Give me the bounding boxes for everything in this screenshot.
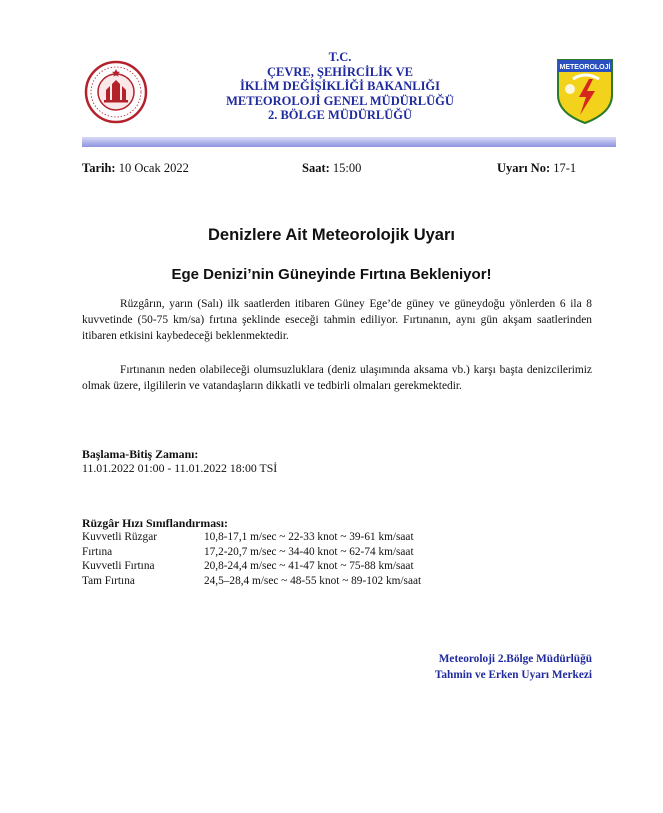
wind-classification-table <box>82 530 504 588</box>
date-label: Tarih: <box>82 161 116 175</box>
date-value: 10 Ocak 2022 <box>115 161 189 175</box>
wind-class-speed: 10,8-17,1 m/sec ~ 22-33 knot ~ 39-61 km/saat <box>204 531 414 543</box>
ministry-header <box>190 50 490 123</box>
meteoroloji-logo-icon <box>555 57 615 125</box>
header-line: İKLİM DEĞİŞİKLİĞİ BAKANLIĞI <box>239 79 441 93</box>
wind-class-speed: 24,5–28,4 m/sec ~ 48-55 knot ~ 89-102 km/saat <box>204 574 422 587</box>
issuer-signature <box>380 652 592 683</box>
warning-number-value: 17-1 <box>550 161 577 175</box>
time-field <box>302 161 361 176</box>
logo-text: METEOROLOJİ <box>559 64 611 71</box>
wind-class-name: Kuvvetli Fırtına <box>82 560 155 572</box>
wind-class-name: Fırtına <box>82 545 113 558</box>
wind-row <box>82 574 504 589</box>
page-subtitle: Ege Denizi’nin Güneyinde Fırtına Bekleniyor! <box>171 266 492 283</box>
warning-number-field <box>497 161 576 176</box>
time-value: 15:00 <box>329 161 362 175</box>
header-line: METEOROLOJİ GENEL MÜDÜRLÜĞÜ <box>226 93 454 108</box>
header-line: 2. BÖLGE MÜDÜRLÜĞÜ <box>267 108 413 122</box>
page-title: Denizlere Ait Meteorolojik Uyarı <box>208 226 455 244</box>
body-paragraph: Rüzgârın, yarın (Salı) ilk saatlerden itibaren Güney Ege’de güney ve güneydoğu yönlerden 6 ila 8 kuvvetinde (50-75 km/sa) fırtına şeklinde eseceği tahmin ediliyor. Fırtınanın, aynı gün akşam saatlerinden itibaren etkisini kaybedeceği beklenmektedir. <box>82 298 592 342</box>
issuer-line: Meteoroloji 2.Bölge Müdürlüğü <box>438 653 592 665</box>
header-line: ÇEVRE, ŞEHİRCİLİK VE <box>267 64 413 79</box>
time-label: Saat: <box>302 161 330 175</box>
wind-classification-label: Rüzgâr Hızı Sınıflandırması: <box>82 516 228 530</box>
ministry-seal-icon <box>84 60 148 124</box>
wind-class-name: Tam Fırtına <box>82 574 135 587</box>
body-paragraph: Fırtınanın neden olabileceği olumsuzluklara (deniz ulaşımında aksama vb.) karşı başta denizcilerimiz olmak üzere, ilgililerin ve vatandaşların dikkatli ve tedbirli olmaları gerekmektedir. <box>82 364 592 392</box>
wind-row <box>82 545 504 560</box>
header-line: T.C. <box>328 50 352 64</box>
date-field <box>82 161 189 176</box>
wind-class-speed: 17,2-20,7 m/sec ~ 34-40 knot ~ 62-74 km/saat <box>204 545 414 558</box>
wind-row <box>82 559 504 574</box>
wind-class-speed: 20,8-24,4 m/sec ~ 41-47 knot ~ 75-88 km/saat <box>204 560 414 572</box>
header-divider <box>82 137 616 147</box>
period-value: 11.01.2022 01:00 - 11.01.2022 18:00 TSİ <box>82 461 278 475</box>
warning-number-label: Uyarı No: <box>497 161 551 175</box>
period-label: Başlama-Bitiş Zamanı: <box>82 447 199 461</box>
wind-class-name: Kuvvetli Rüzgar <box>82 531 157 543</box>
issuer-line: Tahmin ve Erken Uyarı Merkezi <box>434 668 592 681</box>
wind-row <box>82 530 504 545</box>
